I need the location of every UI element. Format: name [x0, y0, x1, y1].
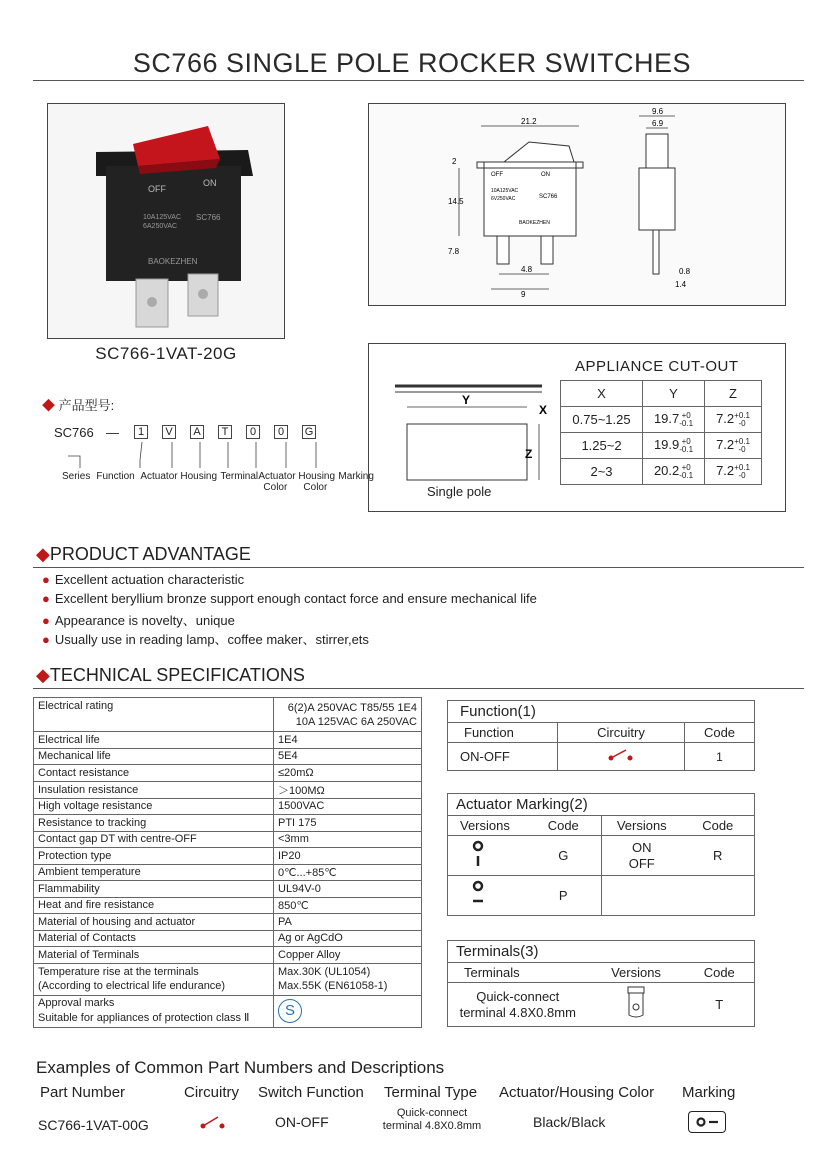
cutout-y-label: Y — [462, 393, 471, 407]
code-label-terminal: Terminal — [220, 471, 259, 482]
spec-value: 6(2)A 250VAC T85/55 1E4 10A 125VAC 6A 250VAC — [274, 698, 422, 732]
spec-row — [34, 963, 422, 995]
specs-rule — [33, 688, 804, 689]
example-function: ON-OFF — [275, 1114, 329, 1130]
approval-mark-cell — [274, 995, 422, 1027]
photo-brand: BAOKEZHEN — [148, 257, 198, 266]
spec-row: Material of housing and actuator PA — [34, 914, 422, 931]
dim-7-8: 7.8 — [448, 247, 460, 256]
title-rule — [33, 80, 804, 81]
photo-caption: SC766-1VAT-20G — [95, 344, 237, 363]
actuator-table — [447, 793, 755, 916]
cutout-header-y: Y — [643, 381, 705, 407]
dimension-drawing — [368, 103, 786, 306]
examples-header: Part Number — [40, 1084, 126, 1101]
spec-label: Approval marks Suitable for appliances of protection class Ⅱ — [34, 995, 274, 1027]
advantage-item: ● Appearance is novelty、unique — [42, 613, 235, 628]
actuator-code2: R — [682, 836, 755, 876]
function-code: 1 — [685, 743, 755, 771]
code-box: G — [302, 425, 316, 439]
cutout-x-value: 0.75~1.25 — [561, 407, 643, 433]
dim-9: 9 — [521, 290, 526, 299]
spec-row: Resistance to tracking PTI 175 — [34, 815, 422, 832]
code-box: 0 — [246, 425, 260, 439]
cutout-row — [561, 407, 762, 433]
model-dash: — — [106, 425, 119, 440]
examples-header: Terminal Type — [384, 1084, 478, 1101]
cutout-caption: Single pole — [427, 484, 492, 499]
dim-2: 2 — [452, 157, 457, 166]
code-box: 0 — [274, 425, 288, 439]
spec-row — [34, 698, 422, 732]
example-marking-icon — [688, 1111, 726, 1133]
cutout-x-label: X — [539, 403, 548, 417]
terminal-icon — [588, 983, 685, 1027]
spec-row: Protection type IP20 — [34, 848, 422, 865]
code-box: T — [218, 425, 232, 439]
advantage-item: ● Usually use in reading lamp、coffee maker、stirrer,ets — [42, 632, 369, 647]
actuator-code: G — [526, 836, 602, 876]
code-label-series: Series — [62, 471, 91, 482]
example-terminal-type: Quick-connect terminal 4.8X0.8mm — [382, 1107, 482, 1132]
function-value: ON-OFF — [448, 743, 558, 771]
cutout-header-x: X — [561, 381, 643, 407]
cutout-z-value: 7.2+0.1 -0 — [705, 459, 762, 485]
code-label-housing: Housing — [180, 471, 218, 482]
drawing-svg — [369, 104, 787, 307]
draw-on: ON — [541, 172, 550, 178]
cutout-z-value: 7.2+0.1 -0 — [705, 433, 762, 459]
dim-14-5: 14.5 — [448, 197, 464, 206]
photo-off-label: OFF — [148, 184, 166, 194]
actuator-header: Code — [682, 816, 755, 836]
terminals-value: Quick-connect terminal 4.8X0.8mm — [448, 983, 588, 1027]
terminals-title: Terminals(3) — [448, 941, 755, 963]
spec-row — [34, 995, 422, 1027]
spec-row: Mechanical life 5E4 — [34, 748, 422, 765]
model-code-leaders — [60, 440, 370, 470]
model-code-boxes — [134, 425, 316, 439]
cutout-panel — [368, 343, 786, 512]
code-box: 1 — [134, 425, 148, 439]
code-label-marking: Marking — [338, 471, 374, 482]
code-label-function: Function — [96, 471, 135, 482]
draw-rating2: 6V250VAC — [491, 196, 516, 202]
model-code-header-text: 产品型号: — [58, 398, 115, 413]
spec-label: Electrical rating — [34, 698, 274, 732]
spec-row: Flammability UL94V-0 — [34, 881, 422, 898]
actuator-code: P — [526, 876, 602, 916]
cutout-y-value: 20.2 +0 -0.1 — [643, 459, 705, 485]
model-code-header: ◆ 产品型号: — [42, 398, 115, 413]
code-label-actuator-color: Actuator Color — [258, 471, 296, 493]
advantage-item: ● Excellent actuation characteristic — [42, 572, 245, 587]
draw-rating1: 10A125VAC — [491, 188, 519, 194]
example-color: Black/Black — [533, 1114, 606, 1130]
examples-header: Actuator/Housing Color — [499, 1084, 655, 1101]
advantage-item: ● Excellent beryllium bronze support enough contact force and ensure mechanical life — [42, 591, 537, 606]
product-photo — [47, 103, 285, 339]
code-box: V — [162, 425, 176, 439]
photo-rating2: 6A250VAC — [143, 223, 178, 230]
dim-9-6: 9.6 — [652, 107, 664, 116]
spec-label: Temperature rise at the terminals (According to electrical life endurance) — [34, 963, 274, 995]
actuator-title: Actuator Marking(2) — [448, 794, 755, 816]
examples-header: Circuitry — [184, 1084, 239, 1101]
examples-header: Switch Function — [258, 1084, 364, 1101]
function-header: Function — [448, 723, 558, 743]
examples-heading: Examples of Common Part Numbers and Descriptions — [36, 1058, 445, 1077]
spec-value: Max.30K (UL1054) Max.55K (EN61058-1) — [274, 963, 422, 995]
actuator-version-icon — [448, 836, 526, 876]
cutout-table — [560, 380, 762, 485]
advantage-rule — [33, 567, 804, 568]
dim-6-9: 6.9 — [652, 119, 664, 128]
draw-brand: BAOKEZHEN — [519, 220, 550, 226]
dim-4-8: 4.8 — [521, 265, 533, 274]
function-title: Function(1) — [448, 701, 755, 723]
cutout-y-value: 19.7 +0 -0.1 — [643, 407, 705, 433]
cutout-header-z: Z — [705, 381, 762, 407]
spec-row: Electrical life 1E4 — [34, 732, 422, 749]
function-header: Circuitry — [558, 723, 685, 743]
approval-mark-icon: S — [278, 999, 302, 1023]
model-prefix: SC766 — [54, 425, 94, 440]
cutout-x-value: 1.25~2 — [561, 433, 643, 459]
advantage-heading-text: PRODUCT ADVANTAGE — [49, 544, 251, 564]
cutout-diagram — [377, 364, 557, 494]
example-circuitry-icon — [198, 1114, 228, 1130]
spec-row: High voltage resistance 1500VAC — [34, 798, 422, 815]
specs-heading-text: TECHNICAL SPECIFICATIONS — [49, 665, 305, 685]
rocker-switch-image — [48, 104, 286, 340]
spec-row: Heat and fire resistance 850℃ — [34, 897, 422, 914]
example-part-number: SC766-1VAT-00G — [38, 1117, 149, 1133]
examples-header: Marking — [682, 1084, 736, 1101]
terminals-table — [447, 940, 755, 1027]
terminals-code: T — [685, 983, 755, 1027]
function-header: Code — [685, 723, 755, 743]
specs-table — [33, 697, 422, 1028]
spec-row: Contact resistance ≤20mΩ — [34, 765, 422, 782]
spec-row: Contact gap DT with centre-OFF <3mm — [34, 831, 422, 848]
spec-row: Insulation resistance ＞100MΩ — [34, 781, 422, 798]
terminals-header: Terminals — [448, 963, 588, 983]
photo-model: SC766 — [196, 213, 221, 222]
spec-row: Material of Terminals Copper Alloy — [34, 947, 422, 964]
spec-row: Ambient temperature 0℃...+85℃ — [34, 864, 422, 881]
dim-1-4: 1.4 — [675, 280, 687, 289]
circuitry-icon — [558, 743, 685, 771]
actuator-header: Code — [526, 816, 602, 836]
code-label-housing-color: Housing Color — [298, 471, 336, 493]
dim-21-2: 21.2 — [521, 117, 537, 126]
model-code-labels — [62, 471, 374, 493]
cutout-title: APPLIANCE CUT-OUT — [575, 358, 739, 375]
terminals-header: Versions — [588, 963, 685, 983]
cutout-row — [561, 433, 762, 459]
photo-rating1: 10A125VAC — [143, 214, 182, 221]
terminals-header: Code — [685, 963, 755, 983]
function-table — [447, 700, 755, 771]
actuator-header: Versions — [448, 816, 526, 836]
advantage-heading: ◆PRODUCT ADVANTAGE — [36, 544, 251, 564]
code-box: A — [190, 425, 204, 439]
cutout-row — [561, 459, 762, 485]
dim-0-8: 0.8 — [679, 267, 691, 276]
draw-model: SC766 — [539, 194, 558, 200]
actuator-header: Versions — [602, 816, 682, 836]
cutout-z-label: Z — [525, 447, 533, 461]
cutout-x-value: 2~3 — [561, 459, 643, 485]
draw-off: OFF — [491, 172, 503, 178]
actuator-version-icon — [448, 876, 526, 916]
actuator-version2: ON OFF — [602, 836, 682, 876]
photo-on-label: ON — [203, 178, 217, 188]
cutout-z-value: 7.2+0.1 -0 — [705, 407, 762, 433]
page-title: SC766 SINGLE POLE ROCKER SWITCHES — [132, 48, 692, 78]
code-label-actuator: Actuator — [140, 471, 178, 482]
specs-heading: ◆TECHNICAL SPECIFICATIONS — [36, 665, 305, 685]
cutout-y-value: 19.9 +0 -0.1 — [643, 433, 705, 459]
spec-row: Material of Contacts Ag or AgCdO — [34, 930, 422, 947]
